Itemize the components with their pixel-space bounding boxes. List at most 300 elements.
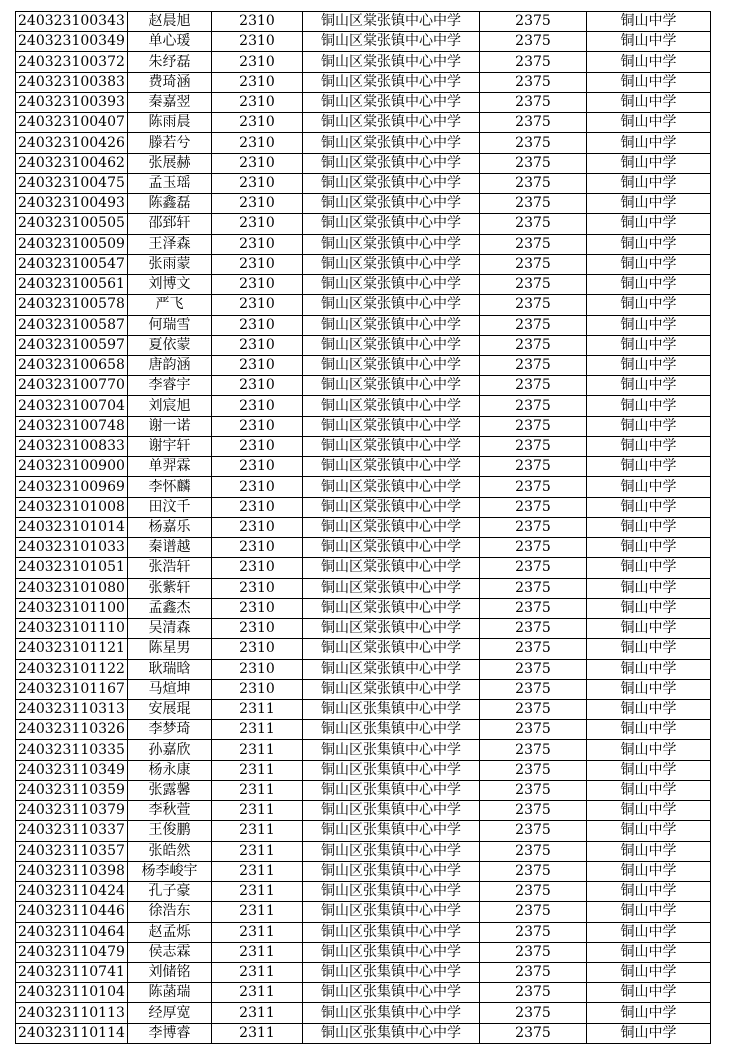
exam-id-cell: 240323100748 — [16, 416, 128, 436]
middle-school-cell: 铜山区张集镇中心中学 — [303, 699, 480, 719]
exam-id-cell: 240323100969 — [16, 477, 128, 497]
admit-code-cell: 2375 — [480, 92, 587, 112]
middle-school-cell: 铜山区张集镇中心中学 — [303, 902, 480, 922]
table-row — [16, 52, 711, 72]
school-code-cell: 2310 — [212, 214, 303, 234]
student-name-cell: 刘宸旭 — [128, 396, 212, 416]
school-code-cell: 2311 — [212, 720, 303, 740]
middle-school-cell: 铜山区棠张镇中心中学 — [303, 52, 480, 72]
admit-school-cell: 铜山中学 — [587, 295, 711, 315]
exam-id-cell: 240323100349 — [16, 32, 128, 52]
student-name-cell: 安展琨 — [128, 699, 212, 719]
exam-id-cell: 240323110114 — [16, 1023, 128, 1043]
admit-code-cell: 2375 — [480, 679, 587, 699]
school-code-cell: 2310 — [212, 497, 303, 517]
admit-code-cell: 2375 — [480, 517, 587, 537]
table-row — [16, 720, 711, 740]
admit-school-cell: 铜山中学 — [587, 477, 711, 497]
middle-school-cell: 铜山区棠张镇中心中学 — [303, 214, 480, 234]
school-code-cell: 2310 — [212, 254, 303, 274]
exam-id-cell: 240323100658 — [16, 355, 128, 375]
admit-school-cell: 铜山中学 — [587, 841, 711, 861]
admit-code-cell: 2375 — [480, 841, 587, 861]
admit-school-cell: 铜山中学 — [587, 538, 711, 558]
admit-code-cell: 2375 — [480, 1003, 587, 1023]
admit-school-cell: 铜山中学 — [587, 72, 711, 92]
admit-code-cell: 2375 — [480, 12, 587, 32]
middle-school-cell: 铜山区张集镇中心中学 — [303, 780, 480, 800]
middle-school-cell: 铜山区棠张镇中心中学 — [303, 315, 480, 335]
school-code-cell: 2311 — [212, 902, 303, 922]
school-code-cell: 2310 — [212, 376, 303, 396]
school-code-cell: 2311 — [212, 821, 303, 841]
table-row — [16, 275, 711, 295]
middle-school-cell: 铜山区张集镇中心中学 — [303, 1023, 480, 1043]
school-code-cell: 2310 — [212, 639, 303, 659]
table-row — [16, 861, 711, 881]
admit-code-cell: 2375 — [480, 619, 587, 639]
admit-code-cell: 2375 — [480, 254, 587, 274]
table-row — [16, 457, 711, 477]
middle-school-cell: 铜山区棠张镇中心中学 — [303, 477, 480, 497]
table-row — [16, 841, 711, 861]
school-code-cell: 2310 — [212, 659, 303, 679]
middle-school-cell: 铜山区棠张镇中心中学 — [303, 275, 480, 295]
admit-school-cell: 铜山中学 — [587, 517, 711, 537]
student-name-cell: 张皓然 — [128, 841, 212, 861]
table-row — [16, 619, 711, 639]
admit-school-cell: 铜山中学 — [587, 315, 711, 335]
table-row — [16, 760, 711, 780]
middle-school-cell: 铜山区张集镇中心中学 — [303, 922, 480, 942]
admit-school-cell: 铜山中学 — [587, 133, 711, 153]
student-name-cell: 王泽森 — [128, 234, 212, 254]
student-name-cell: 李睿宇 — [128, 376, 212, 396]
admit-school-cell: 铜山中学 — [587, 436, 711, 456]
school-code-cell: 2310 — [212, 558, 303, 578]
table-row — [16, 699, 711, 719]
table-row — [16, 32, 711, 52]
admit-school-cell: 铜山中学 — [587, 821, 711, 841]
table-row — [16, 173, 711, 193]
admit-school-cell: 铜山中学 — [587, 234, 711, 254]
student-name-cell: 陈雨晨 — [128, 113, 212, 133]
school-code-cell: 2310 — [212, 355, 303, 375]
school-code-cell: 2310 — [212, 234, 303, 254]
exam-id-cell: 240323100475 — [16, 173, 128, 193]
admit-school-cell: 铜山中学 — [587, 153, 711, 173]
table-row — [16, 214, 711, 234]
student-name-cell: 单羿霖 — [128, 457, 212, 477]
admit-code-cell: 2375 — [480, 598, 587, 618]
admit-school-cell: 铜山中学 — [587, 12, 711, 32]
exam-id-cell: 240323110741 — [16, 963, 128, 983]
student-name-cell: 李秋萱 — [128, 801, 212, 821]
admit-school-cell: 铜山中学 — [587, 578, 711, 598]
table-row — [16, 254, 711, 274]
student-name-cell: 杨李峻宇 — [128, 861, 212, 881]
admit-school-cell: 铜山中学 — [587, 254, 711, 274]
middle-school-cell: 铜山区棠张镇中心中学 — [303, 416, 480, 436]
exam-id-cell: 240323100561 — [16, 275, 128, 295]
school-code-cell: 2310 — [212, 436, 303, 456]
admit-code-cell: 2375 — [480, 396, 587, 416]
exam-id-cell: 240323101121 — [16, 639, 128, 659]
admit-code-cell: 2375 — [480, 740, 587, 760]
middle-school-cell: 铜山区棠张镇中心中学 — [303, 517, 480, 537]
admission-table — [15, 11, 711, 1044]
admit-school-cell: 铜山中学 — [587, 861, 711, 881]
school-code-cell: 2311 — [212, 780, 303, 800]
table-row — [16, 355, 711, 375]
admit-code-cell: 2375 — [480, 194, 587, 214]
admit-code-cell: 2375 — [480, 153, 587, 173]
admit-school-cell: 铜山中学 — [587, 983, 711, 1003]
school-code-cell: 2310 — [212, 194, 303, 214]
admit-code-cell: 2375 — [480, 113, 587, 133]
student-name-cell: 张露馨 — [128, 780, 212, 800]
school-code-cell: 2310 — [212, 12, 303, 32]
student-name-cell: 秦谱越 — [128, 538, 212, 558]
table-row — [16, 497, 711, 517]
table-row — [16, 1003, 711, 1023]
student-name-cell: 赵晨旭 — [128, 12, 212, 32]
middle-school-cell: 铜山区棠张镇中心中学 — [303, 234, 480, 254]
table-row — [16, 133, 711, 153]
exam-id-cell: 240323101110 — [16, 619, 128, 639]
middle-school-cell: 铜山区棠张镇中心中学 — [303, 113, 480, 133]
exam-id-cell: 240323101051 — [16, 558, 128, 578]
school-code-cell: 2311 — [212, 963, 303, 983]
school-code-cell: 2310 — [212, 619, 303, 639]
table-row — [16, 659, 711, 679]
admit-code-cell: 2375 — [480, 214, 587, 234]
middle-school-cell: 铜山区棠张镇中心中学 — [303, 92, 480, 112]
admit-code-cell: 2375 — [480, 72, 587, 92]
student-name-cell: 陈菡瑞 — [128, 983, 212, 1003]
admit-code-cell: 2375 — [480, 1023, 587, 1043]
middle-school-cell: 铜山区张集镇中心中学 — [303, 720, 480, 740]
exam-id-cell: 240323110313 — [16, 699, 128, 719]
table-row — [16, 72, 711, 92]
admit-code-cell: 2375 — [480, 335, 587, 355]
admit-school-cell: 铜山中学 — [587, 740, 711, 760]
middle-school-cell: 铜山区棠张镇中心中学 — [303, 396, 480, 416]
school-code-cell: 2310 — [212, 335, 303, 355]
student-name-cell: 单心瑗 — [128, 32, 212, 52]
middle-school-cell: 铜山区棠张镇中心中学 — [303, 598, 480, 618]
middle-school-cell: 铜山区张集镇中心中学 — [303, 1003, 480, 1023]
school-code-cell: 2310 — [212, 32, 303, 52]
admit-school-cell: 铜山中学 — [587, 1003, 711, 1023]
exam-id-cell: 240323110424 — [16, 882, 128, 902]
middle-school-cell: 铜山区棠张镇中心中学 — [303, 72, 480, 92]
admit-school-cell: 铜山中学 — [587, 801, 711, 821]
admit-code-cell: 2375 — [480, 699, 587, 719]
school-code-cell: 2310 — [212, 275, 303, 295]
school-code-cell: 2311 — [212, 740, 303, 760]
admit-code-cell: 2375 — [480, 780, 587, 800]
school-code-cell: 2311 — [212, 861, 303, 881]
exam-id-cell: 240323100770 — [16, 376, 128, 396]
school-code-cell: 2310 — [212, 92, 303, 112]
admit-school-cell: 铜山中学 — [587, 619, 711, 639]
table-row — [16, 12, 711, 32]
admit-code-cell: 2375 — [480, 275, 587, 295]
middle-school-cell: 铜山区棠张镇中心中学 — [303, 457, 480, 477]
student-name-cell: 杨永康 — [128, 760, 212, 780]
middle-school-cell: 铜山区张集镇中心中学 — [303, 801, 480, 821]
admit-school-cell: 铜山中学 — [587, 639, 711, 659]
exam-id-cell: 240323110326 — [16, 720, 128, 740]
middle-school-cell: 铜山区张集镇中心中学 — [303, 841, 480, 861]
middle-school-cell: 铜山区棠张镇中心中学 — [303, 578, 480, 598]
admit-school-cell: 铜山中学 — [587, 679, 711, 699]
admit-school-cell: 铜山中学 — [587, 558, 711, 578]
table-row — [16, 153, 711, 173]
school-code-cell: 2310 — [212, 315, 303, 335]
admit-code-cell: 2375 — [480, 639, 587, 659]
student-name-cell: 谢宇轩 — [128, 436, 212, 456]
student-name-cell: 徐浩东 — [128, 902, 212, 922]
exam-id-cell: 240323100383 — [16, 72, 128, 92]
table-row — [16, 295, 711, 315]
student-name-cell: 刘储铭 — [128, 963, 212, 983]
student-name-cell: 唐韵涵 — [128, 355, 212, 375]
admit-code-cell: 2375 — [480, 942, 587, 962]
middle-school-cell: 铜山区棠张镇中心中学 — [303, 355, 480, 375]
admit-code-cell: 2375 — [480, 821, 587, 841]
school-code-cell: 2310 — [212, 416, 303, 436]
middle-school-cell: 铜山区张集镇中心中学 — [303, 963, 480, 983]
school-code-cell: 2311 — [212, 983, 303, 1003]
admit-school-cell: 铜山中学 — [587, 335, 711, 355]
table-row — [16, 315, 711, 335]
student-name-cell: 朱纾磊 — [128, 52, 212, 72]
admit-school-cell: 铜山中学 — [587, 113, 711, 133]
school-code-cell: 2311 — [212, 922, 303, 942]
middle-school-cell: 铜山区张集镇中心中学 — [303, 942, 480, 962]
admit-code-cell: 2375 — [480, 720, 587, 740]
admit-school-cell: 铜山中学 — [587, 457, 711, 477]
exam-id-cell: 240323101080 — [16, 578, 128, 598]
middle-school-cell: 铜山区棠张镇中心中学 — [303, 679, 480, 699]
school-code-cell: 2310 — [212, 598, 303, 618]
middle-school-cell: 铜山区棠张镇中心中学 — [303, 254, 480, 274]
middle-school-cell: 铜山区棠张镇中心中学 — [303, 133, 480, 153]
table-body — [16, 12, 711, 1044]
student-name-cell: 刘博文 — [128, 275, 212, 295]
middle-school-cell: 铜山区棠张镇中心中学 — [303, 538, 480, 558]
table-row — [16, 376, 711, 396]
table-row — [16, 194, 711, 214]
table-row — [16, 963, 711, 983]
admit-school-cell: 铜山中学 — [587, 214, 711, 234]
admit-school-cell: 铜山中学 — [587, 376, 711, 396]
table-row — [16, 416, 711, 436]
exam-id-cell: 240323101008 — [16, 497, 128, 517]
exam-id-cell: 240323100505 — [16, 214, 128, 234]
table-row — [16, 821, 711, 841]
middle-school-cell: 铜山区棠张镇中心中学 — [303, 12, 480, 32]
school-code-cell: 2311 — [212, 1003, 303, 1023]
school-code-cell: 2311 — [212, 841, 303, 861]
middle-school-cell: 铜山区棠张镇中心中学 — [303, 153, 480, 173]
admit-school-cell: 铜山中学 — [587, 396, 711, 416]
admit-code-cell: 2375 — [480, 173, 587, 193]
student-name-cell: 孔子豪 — [128, 882, 212, 902]
school-code-cell: 2310 — [212, 457, 303, 477]
admit-code-cell: 2375 — [480, 558, 587, 578]
exam-id-cell: 240323101014 — [16, 517, 128, 537]
school-code-cell: 2311 — [212, 882, 303, 902]
admit-school-cell: 铜山中学 — [587, 355, 711, 375]
exam-id-cell: 240323100547 — [16, 254, 128, 274]
exam-id-cell: 240323100597 — [16, 335, 128, 355]
middle-school-cell: 铜山区张集镇中心中学 — [303, 983, 480, 1003]
school-code-cell: 2311 — [212, 1023, 303, 1043]
school-code-cell: 2310 — [212, 679, 303, 699]
table-row — [16, 679, 711, 699]
table-row — [16, 92, 711, 112]
exam-id-cell: 240323101167 — [16, 679, 128, 699]
student-name-cell: 邵郅轩 — [128, 214, 212, 234]
school-code-cell: 2310 — [212, 295, 303, 315]
student-name-cell: 孟鑫杰 — [128, 598, 212, 618]
table-row — [16, 436, 711, 456]
middle-school-cell: 铜山区棠张镇中心中学 — [303, 32, 480, 52]
middle-school-cell: 铜山区棠张镇中心中学 — [303, 376, 480, 396]
exam-id-cell: 240323110398 — [16, 861, 128, 881]
student-name-cell: 滕若兮 — [128, 133, 212, 153]
middle-school-cell: 铜山区张集镇中心中学 — [303, 861, 480, 881]
student-name-cell: 费琦涵 — [128, 72, 212, 92]
admit-code-cell: 2375 — [480, 497, 587, 517]
admit-code-cell: 2375 — [480, 578, 587, 598]
student-name-cell: 陈鑫磊 — [128, 194, 212, 214]
exam-id-cell: 240323110113 — [16, 1003, 128, 1023]
admit-code-cell: 2375 — [480, 760, 587, 780]
middle-school-cell: 铜山区棠张镇中心中学 — [303, 173, 480, 193]
school-code-cell: 2311 — [212, 942, 303, 962]
admit-code-cell: 2375 — [480, 436, 587, 456]
admit-school-cell: 铜山中学 — [587, 416, 711, 436]
school-code-cell: 2310 — [212, 517, 303, 537]
admit-code-cell: 2375 — [480, 983, 587, 1003]
exam-id-cell: 240323110464 — [16, 922, 128, 942]
admit-school-cell: 铜山中学 — [587, 882, 711, 902]
exam-id-cell: 240323110335 — [16, 740, 128, 760]
exam-id-cell: 240323110479 — [16, 942, 128, 962]
admit-code-cell: 2375 — [480, 457, 587, 477]
student-name-cell: 吴清森 — [128, 619, 212, 639]
exam-id-cell: 240323100462 — [16, 153, 128, 173]
admit-code-cell: 2375 — [480, 355, 587, 375]
middle-school-cell: 铜山区棠张镇中心中学 — [303, 295, 480, 315]
student-name-cell: 陈星男 — [128, 639, 212, 659]
admit-code-cell: 2375 — [480, 133, 587, 153]
student-name-cell: 张展赫 — [128, 153, 212, 173]
school-code-cell: 2311 — [212, 801, 303, 821]
student-name-cell: 李博睿 — [128, 1023, 212, 1043]
exam-id-cell: 240323110379 — [16, 801, 128, 821]
exam-id-cell: 240323100393 — [16, 92, 128, 112]
middle-school-cell: 铜山区棠张镇中心中学 — [303, 639, 480, 659]
exam-id-cell: 240323100900 — [16, 457, 128, 477]
exam-id-cell: 240323101033 — [16, 538, 128, 558]
student-name-cell: 严飞 — [128, 295, 212, 315]
admit-school-cell: 铜山中学 — [587, 659, 711, 679]
school-code-cell: 2310 — [212, 153, 303, 173]
admit-code-cell: 2375 — [480, 315, 587, 335]
table-row — [16, 983, 711, 1003]
school-code-cell: 2310 — [212, 477, 303, 497]
admit-school-cell: 铜山中学 — [587, 275, 711, 295]
table-row — [16, 558, 711, 578]
exam-id-cell: 240323110349 — [16, 760, 128, 780]
admit-code-cell: 2375 — [480, 234, 587, 254]
admit-school-cell: 铜山中学 — [587, 598, 711, 618]
admit-code-cell: 2375 — [480, 52, 587, 72]
middle-school-cell: 铜山区棠张镇中心中学 — [303, 619, 480, 639]
admit-school-cell: 铜山中学 — [587, 720, 711, 740]
table-row — [16, 396, 711, 416]
middle-school-cell: 铜山区棠张镇中心中学 — [303, 497, 480, 517]
student-name-cell: 经厚宽 — [128, 1003, 212, 1023]
admit-code-cell: 2375 — [480, 376, 587, 396]
student-name-cell: 王俊鹏 — [128, 821, 212, 841]
exam-id-cell: 240323100509 — [16, 234, 128, 254]
student-name-cell: 孟玉瑶 — [128, 173, 212, 193]
school-code-cell: 2310 — [212, 538, 303, 558]
school-code-cell: 2310 — [212, 133, 303, 153]
middle-school-cell: 铜山区棠张镇中心中学 — [303, 659, 480, 679]
exam-id-cell: 240323110104 — [16, 983, 128, 1003]
middle-school-cell: 铜山区棠张镇中心中学 — [303, 335, 480, 355]
table-row — [16, 113, 711, 133]
table-row — [16, 882, 711, 902]
student-name-cell: 李梦琦 — [128, 720, 212, 740]
admit-school-cell: 铜山中学 — [587, 942, 711, 962]
student-name-cell: 马煊坤 — [128, 679, 212, 699]
exam-id-cell: 240323110359 — [16, 780, 128, 800]
admit-school-cell: 铜山中学 — [587, 760, 711, 780]
table-row — [16, 922, 711, 942]
school-code-cell: 2310 — [212, 72, 303, 92]
exam-id-cell: 240323100426 — [16, 133, 128, 153]
middle-school-cell: 铜山区张集镇中心中学 — [303, 740, 480, 760]
admit-code-cell: 2375 — [480, 801, 587, 821]
admit-code-cell: 2375 — [480, 659, 587, 679]
middle-school-cell: 铜山区棠张镇中心中学 — [303, 436, 480, 456]
exam-id-cell: 240323100704 — [16, 396, 128, 416]
table-row — [16, 335, 711, 355]
middle-school-cell: 铜山区张集镇中心中学 — [303, 821, 480, 841]
admit-code-cell: 2375 — [480, 538, 587, 558]
middle-school-cell: 铜山区张集镇中心中学 — [303, 760, 480, 780]
table-row — [16, 517, 711, 537]
table-row — [16, 740, 711, 760]
admit-school-cell: 铜山中学 — [587, 173, 711, 193]
student-name-cell: 李怀麟 — [128, 477, 212, 497]
table-row — [16, 639, 711, 659]
student-name-cell: 孙嘉欣 — [128, 740, 212, 760]
student-name-cell: 侯志霖 — [128, 942, 212, 962]
admit-school-cell: 铜山中学 — [587, 52, 711, 72]
middle-school-cell: 铜山区棠张镇中心中学 — [303, 558, 480, 578]
admit-code-cell: 2375 — [480, 882, 587, 902]
student-name-cell: 谢一诺 — [128, 416, 212, 436]
